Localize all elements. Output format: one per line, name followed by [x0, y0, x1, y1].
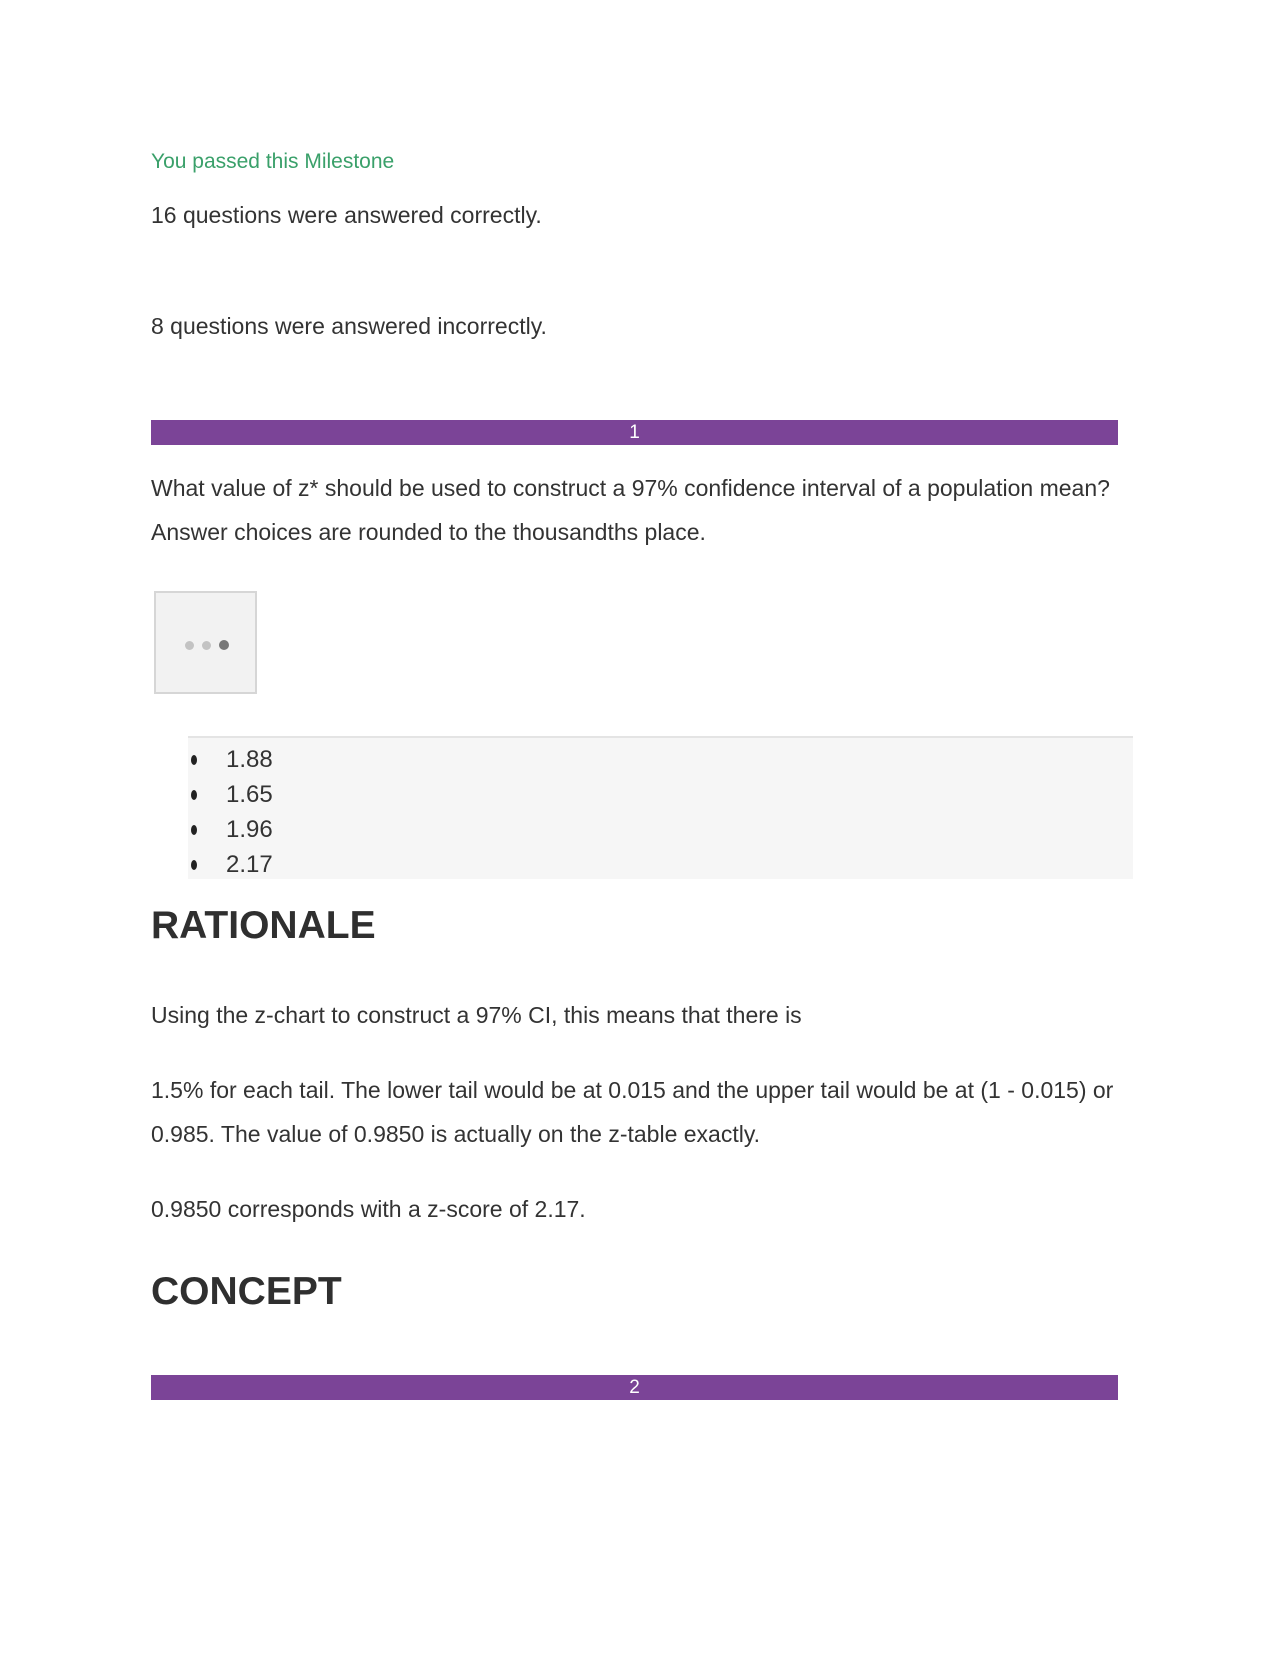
concept-heading: CONCEPT — [151, 1270, 342, 1313]
loading-dot — [185, 641, 194, 650]
correct-summary: 16 questions were answered correctly. — [151, 202, 542, 228]
answer-choice-label: 1.96 — [226, 816, 273, 843]
question-1-number: 1 — [629, 422, 640, 443]
rationale-heading: RATIONALE — [151, 904, 376, 947]
bullet-icon — [191, 860, 197, 870]
answer-choice-label: 1.88 — [226, 746, 273, 773]
bullet-icon — [191, 755, 197, 765]
answer-choices — [188, 736, 1133, 879]
answer-choice-label: 2.17 — [226, 851, 273, 878]
question-1-text: What value of z* should be used to construct a 97% confidence interval of a population mean? Answer choices are rounded to the thousandths place. — [151, 475, 1110, 545]
bullet-icon — [191, 790, 197, 800]
milestone-status: You passed this Milestone — [151, 150, 395, 173]
image-placeholder — [154, 591, 257, 694]
question-1-header-bar — [151, 420, 1118, 445]
question-2-header-bar — [151, 1375, 1118, 1400]
bullet-icon — [191, 825, 197, 835]
loading-dot — [219, 640, 229, 650]
rationale-paragraph-2: 1.5% for each tail. The lower tail would be at 0.015 and the upper tail would be at (1 - 0.015) or 0.985. The value of 0.9850 is actually on the z-table exactly. — [151, 1077, 1114, 1147]
rationale-paragraph-3: 0.9850 corresponds with a z-score of 2.17. — [151, 1196, 586, 1222]
answer-choice-label: 1.65 — [226, 781, 273, 808]
incorrect-summary: 8 questions were answered incorrectly. — [151, 313, 547, 339]
rationale-paragraph-1: Using the z-chart to construct a 97% CI, this means that there is — [151, 1002, 802, 1028]
question-2-number: 2 — [629, 1377, 640, 1398]
loading-dot — [202, 641, 211, 650]
